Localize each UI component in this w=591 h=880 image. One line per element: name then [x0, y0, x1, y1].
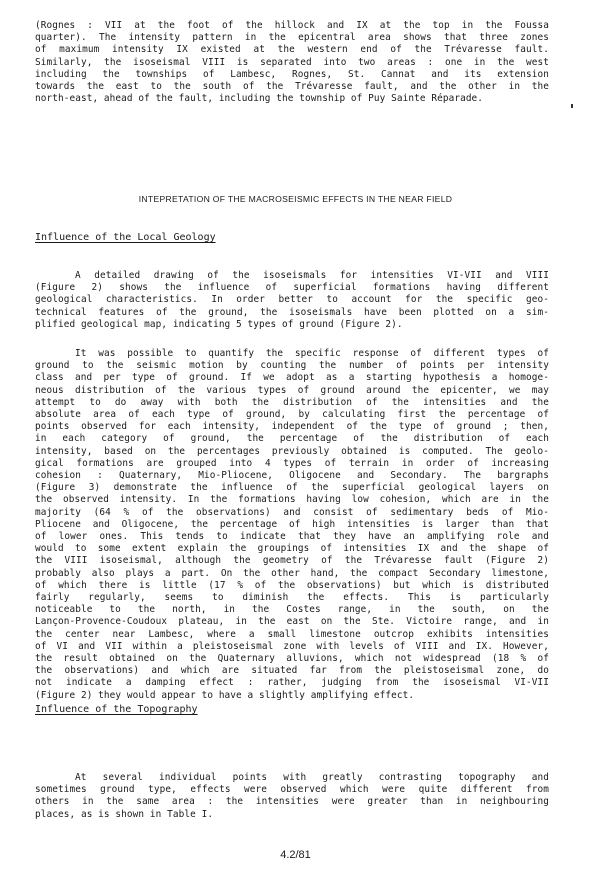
text-line: the center near Lambesc, where a small limestone outcrop exhibits intensities	[35, 628, 549, 640]
text-line: the VIII isoseismal, although the geometry of the Trévaresse fault (Figure 2)	[35, 555, 549, 567]
main-heading: INTEPRETATION OF THE MACROSEISMIC EFFECTS IN THE NEAR FIELD	[138, 194, 453, 204]
text-line: places, as is shown in Table I.	[35, 808, 214, 820]
text-line: Pliocene and Oligocene, the percentage of high intensities is larger than that	[35, 518, 549, 530]
text-line: points observed for each intensity, independent of the type of ground ; then,	[35, 421, 549, 433]
text-line: class and per type of ground. If we adopt as a starting hypothesis a homoge-	[35, 372, 549, 384]
text-line: Similarly, the isoseismal VIII is separated into two areas : one in the west	[35, 56, 549, 68]
text-line: the observed intensity. In the formations having low cohesion, which are in the	[35, 494, 549, 506]
text-line: fairly regularly, seems to diminish the effects. This is particularly	[35, 592, 549, 604]
local-geology-paragraph-1	[35, 270, 549, 331]
text-line: absolute area of each type of ground, by calculating first the percentage of	[35, 409, 549, 421]
text-line: of maximum intensity IX existed at the western end of the Trévaresse fault.	[35, 44, 549, 56]
text-line: including the townships of Lambesc, Rognes, St. Cannat and its extension	[35, 68, 549, 80]
text-line: of VI and VII within a pleistoseismal zone with levels of VIII and IX. However,	[35, 640, 549, 652]
topography-paragraph-1	[35, 772, 549, 821]
section-title-topography: Influence of the Topography	[35, 704, 198, 715]
text-line: others in the same area : the intensities were greater than in neighbouring	[35, 796, 549, 808]
text-line: technical features of the ground, the isoseismals have been plotted on a sim-	[35, 306, 549, 318]
text-line: plified geological map, indicating 5 types of ground (Figure 2).	[35, 318, 403, 330]
text-line: majority (64 % of the observations) and consist of sedimentary beds of Mio-	[35, 506, 549, 518]
text-line: (Rognes : VII at the foot of the hillock and IX at the top in the Foussa	[35, 20, 549, 31]
text-line: (Figure 2) they would appear to have a slightly amplifying effect.	[35, 689, 415, 701]
page-number: 4.2/81	[280, 849, 311, 861]
text-line: of lower ones. This tends to indicate that they have an amplifying role and	[35, 531, 549, 543]
text-line: gical formations are grouped into 4 types of terrain in order of increasing	[35, 457, 549, 469]
text-line: north-east, ahead of the fault, including the township of Puy Sainte Réparade.	[35, 93, 484, 105]
text-line: ground to the seismic motion by counting the number of points per intensity	[35, 360, 549, 372]
text-line: not indicate a damping effect : rather, judging from the isoseismal VI-VII	[35, 677, 549, 689]
text-line: attempt to do away with both the distribution of the intensities and the	[35, 396, 549, 408]
text-line: the result obtained on the Quaternary alluvions, which not widespread (18 % of	[35, 653, 549, 665]
text-line: would to some extent explain the groupings of intensities IX and the shape of	[35, 543, 549, 555]
text-line: cohesion : Quaternary, Mio-Pliocene, Oligocene and Secondary. The bargraphs	[35, 470, 549, 482]
text-line: At several individual points with greatly contrasting topography and	[75, 772, 549, 783]
text-line: towards the east to the south of the Trévaresse fault, and the other in the	[35, 81, 549, 93]
text-line: Lançon-Provence-Coudoux plateau, in the east on the Ste. Victoire range, and in	[35, 616, 549, 628]
text-line: (Figure 2) shows the influence of superficial formations having different	[35, 282, 549, 294]
local-geology-paragraph-2	[35, 348, 549, 702]
text-line: sometimes ground type, effects were observed which were quite different from	[35, 784, 549, 796]
text-line: noticeable to the north, in the Costes range, in the south, on the	[35, 604, 549, 616]
text-line: It was possible to quantify the specific response of different types of	[75, 348, 549, 359]
text-line: the observations) and which are situated far from the pleistoseismal zone, do	[35, 665, 549, 677]
text-line: probably also plays a part. On the other hand, the compact Secondary limestone,	[35, 567, 549, 579]
section-title-local-geology: Influence of the Local Geology	[35, 232, 216, 243]
text-line: intensity, based on the percentages previously obtained is computed. The geolo-	[35, 445, 549, 457]
text-line: neous distribution of the various types of ground around the epicenter, we may	[35, 384, 549, 396]
margin-mark	[571, 104, 573, 108]
text-line: of which there is little (17 % of the observations) but which is distributed	[35, 579, 549, 591]
text-line: quarter). The intensity pattern in the epicentral area shows that three zones	[35, 32, 549, 44]
intro-paragraph	[35, 20, 549, 105]
text-line: in each category of ground, the percentage of the distribution of each	[35, 433, 549, 445]
text-line: geological characteristics. In order better to account for the specific geo-	[35, 294, 549, 306]
text-line: A detailed drawing of the isoseismals for intensities VI-VII and VIII	[75, 270, 549, 281]
text-line: (Figure 3) demonstrate the influence of the superficial geological layers on	[35, 482, 549, 494]
